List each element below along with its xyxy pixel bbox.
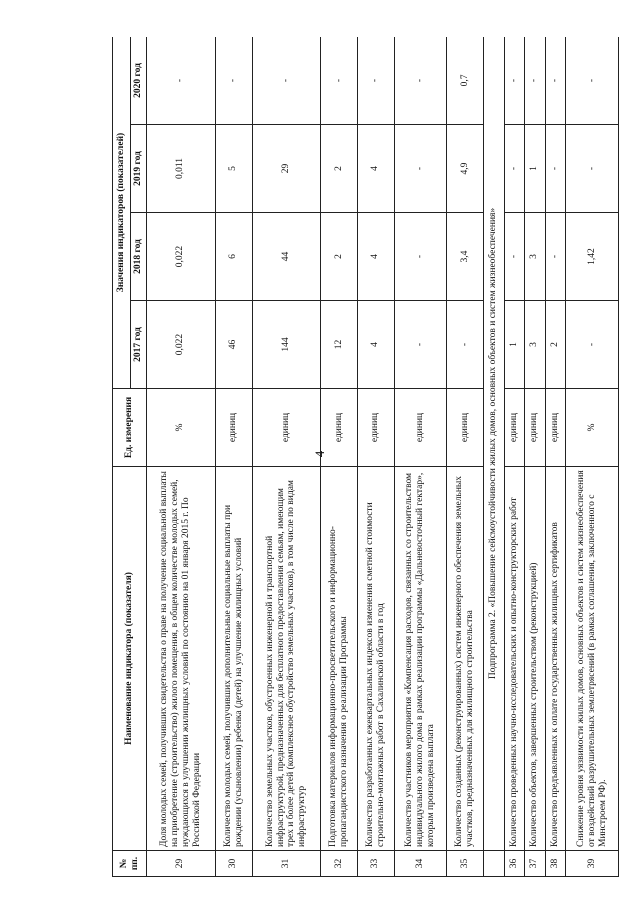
value-2020: - <box>321 37 358 125</box>
subprogram-num-cell <box>484 851 505 877</box>
indicator-name: Доля молодых семей, получивших свидетельства о праве на получение социальной выплаты на приобретение (строительство) жилого помещения, в общем количестве молодых семей, нуждающихся в улучшении жилищных условий по состоянию на 01 января 2015 г. По Российской Федерации <box>147 467 216 851</box>
value-2020: - <box>215 37 252 125</box>
value-2018: 3,4 <box>447 213 484 301</box>
unit-cell: единиц <box>447 389 484 467</box>
page-number: 4 <box>312 450 327 458</box>
header-unit: Ед. измерения <box>113 389 147 467</box>
value-2018: - <box>504 213 525 301</box>
value-2017: - <box>566 301 619 389</box>
value-2019: - <box>566 125 619 213</box>
table-row <box>147 37 216 877</box>
row-number: 33 <box>358 851 395 877</box>
unit-cell: единиц <box>525 389 546 467</box>
value-2018: - <box>394 213 447 301</box>
value-2018: 44 <box>252 213 321 301</box>
row-number: 37 <box>525 851 546 877</box>
indicator-name: Количество участников мероприятия «Компенсация расходов, связанных со строительством индивидуального жилого дома в рамках реализации программы «Дальневосточный гектар», которым произведена выплата <box>394 467 447 851</box>
value-2018: - <box>545 213 566 301</box>
header-year-2017: 2017 год <box>131 301 147 389</box>
table-row <box>447 37 484 877</box>
indicator-name: Подготовка материалов информационно-просветительского и информационно-пропагандистского назначения о реализации Программы <box>321 467 358 851</box>
unit-cell: % <box>566 389 619 467</box>
unit-cell: единиц <box>545 389 566 467</box>
value-2019: 1 <box>525 125 546 213</box>
value-2019: - <box>394 125 447 213</box>
value-2017: 4 <box>358 301 395 389</box>
row-number: 30 <box>215 851 252 877</box>
table-row <box>215 37 252 877</box>
value-2017: - <box>394 301 447 389</box>
value-2020: - <box>358 37 395 125</box>
row-number: 34 <box>394 851 447 877</box>
indicator-name: Количество земельных участков, обустроенных инженерной и транспортной инфраструктурой, предназначенных для бесплатного предоставления семьям, имеющим трех и более детей (комплексное обустройство земельных участков), в том числе по видам инфраструктур <box>252 467 321 851</box>
unit-cell: единиц <box>321 389 358 467</box>
value-2017: 2 <box>545 301 566 389</box>
indicator-name: Количество предъявленных к оплате государственных жилищных сертификатов <box>545 467 566 851</box>
table-row <box>566 37 619 877</box>
value-2018: 2 <box>321 213 358 301</box>
value-2019: - <box>504 125 525 213</box>
value-2019: 0,011 <box>147 125 216 213</box>
header-year-2019: 2019 год <box>131 125 147 213</box>
value-2019: 29 <box>252 125 321 213</box>
indicator-name: Снижение уровня уязвимости жилых домов, основных объектов и систем жизнеобеспечения от воздействий разрушительных землетрясений (в рамках соглашения, заключенного с Минстроем РФ). <box>566 467 619 851</box>
row-number: 32 <box>321 851 358 877</box>
unit-cell: единиц <box>252 389 321 467</box>
value-2018: 3 <box>525 213 546 301</box>
value-2017: 46 <box>215 301 252 389</box>
row-number: 36 <box>504 851 525 877</box>
value-2019: 4 <box>358 125 395 213</box>
header-values: Значения индикаторов (показателей) <box>113 37 131 389</box>
header-year-2020: 2020 год <box>131 37 147 125</box>
value-2020: 0,7 <box>447 37 484 125</box>
value-2017: 0,022 <box>147 301 216 389</box>
row-number: 35 <box>447 851 484 877</box>
table-body <box>147 37 619 877</box>
value-2019: - <box>545 125 566 213</box>
header-name: Наименование индикатора (показателя) <box>113 467 147 851</box>
subprogram-row <box>484 37 505 877</box>
value-2018: 4 <box>358 213 395 301</box>
table-row <box>358 37 395 877</box>
table-row <box>252 37 321 877</box>
table-row <box>321 37 358 877</box>
unit-cell: единиц <box>215 389 252 467</box>
indicator-name: Количество созданных (реконструированных) систем инженерного обеспечения земельных участков, предназначенных для жилищного строительства <box>447 467 484 851</box>
value-2019: 4,9 <box>447 125 484 213</box>
value-2017: 12 <box>321 301 358 389</box>
indicator-name: Количество проведенных научно-исследовательских и опытно-конструкторских работ <box>504 467 525 851</box>
value-2019: 2 <box>321 125 358 213</box>
value-2017: - <box>447 301 484 389</box>
value-2020: - <box>545 37 566 125</box>
value-2019: 5 <box>215 125 252 213</box>
value-2020: - <box>394 37 447 125</box>
subprogram-title: Подпрограмма 2. «Повышение сейсмоустойчивости жилых домов, основных объектов и систем жизнеобеспечения» <box>484 37 505 851</box>
value-2018: 6 <box>215 213 252 301</box>
row-number: 39 <box>566 851 619 877</box>
value-2017: 1 <box>504 301 525 389</box>
value-2020: - <box>147 37 216 125</box>
unit-cell: единиц <box>504 389 525 467</box>
table-row <box>394 37 447 877</box>
table-stage <box>112 37 619 877</box>
value-2017: 144 <box>252 301 321 389</box>
unit-cell: единиц <box>358 389 395 467</box>
row-number: 31 <box>252 851 321 877</box>
table-row <box>525 37 546 877</box>
unit-cell: % <box>147 389 216 467</box>
value-2020: - <box>566 37 619 125</box>
table-row <box>545 37 566 877</box>
indicator-name: Количество объектов, завершенных строительством (реконструкцией) <box>525 467 546 851</box>
value-2020: - <box>525 37 546 125</box>
indicator-name: Количество разработанных ежеквартальных индексов изменения сметной стоимости строительно-монтажных работ в Сахалинской области в год <box>358 467 395 851</box>
value-2018: 1,42 <box>566 213 619 301</box>
indicators-table <box>112 37 619 877</box>
table-row <box>504 37 525 877</box>
header-year-2018: 2018 год <box>131 213 147 301</box>
value-2020: - <box>504 37 525 125</box>
value-2018: 0,022 <box>147 213 216 301</box>
unit-cell: единиц <box>394 389 447 467</box>
indicator-name: Количество молодых семей, получивших дополнительные социальные выплаты при рождении (усыновлении) ребенка (детей) на улучшение жилищных условий <box>215 467 252 851</box>
row-number: 29 <box>147 851 216 877</box>
row-number: 38 <box>545 851 566 877</box>
header-num: № пп. <box>113 851 147 877</box>
value-2017: 3 <box>525 301 546 389</box>
value-2020: - <box>252 37 321 125</box>
